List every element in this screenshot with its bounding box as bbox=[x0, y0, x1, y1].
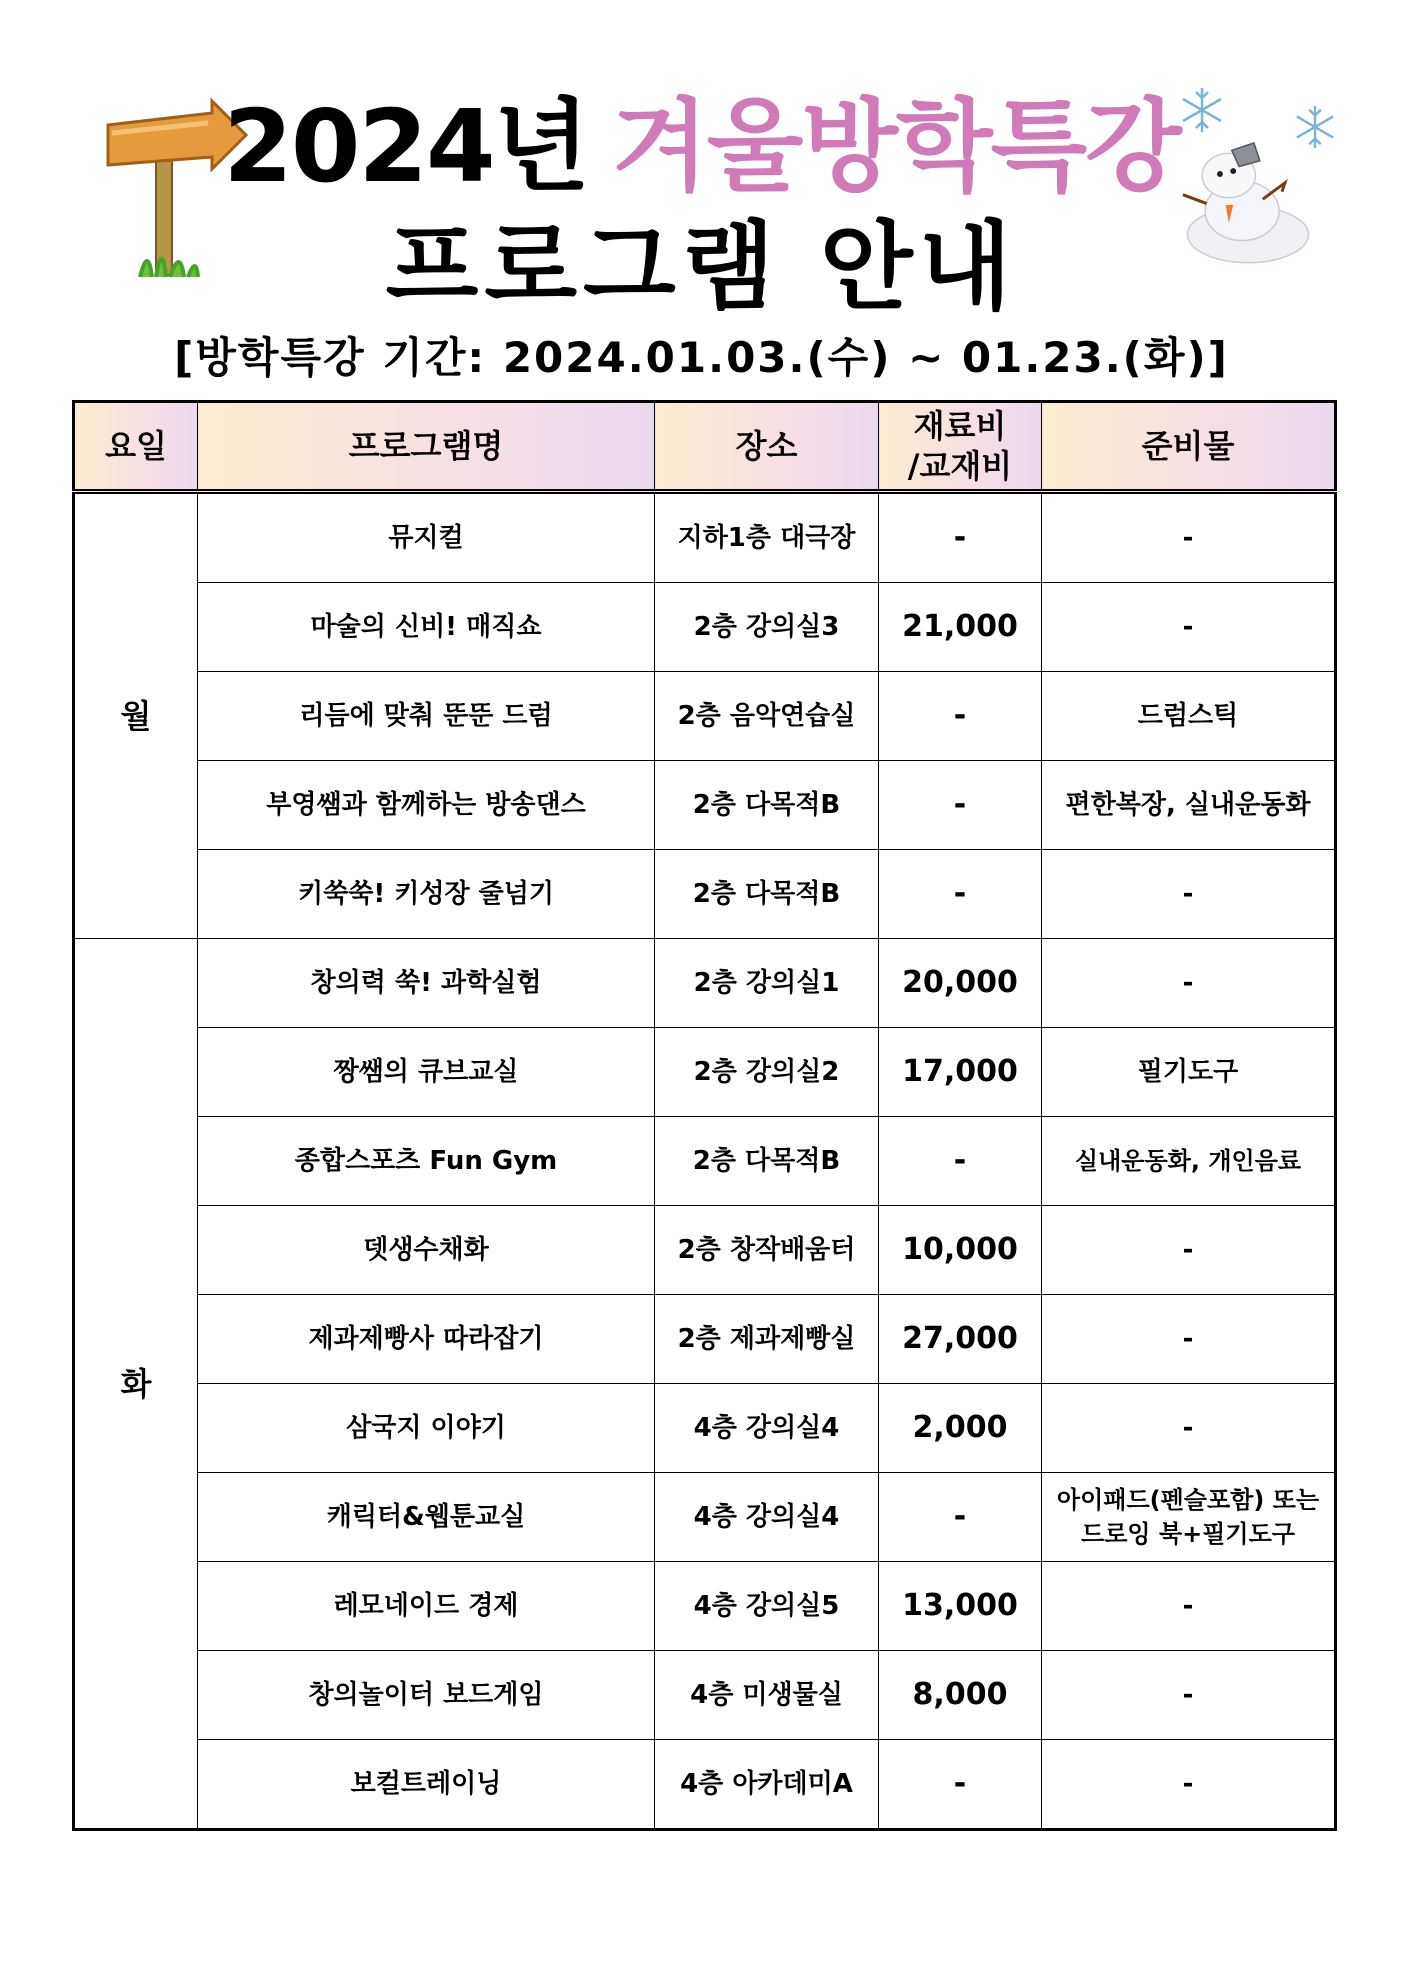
program-cell: 종합스포츠 Fun Gym bbox=[198, 1117, 655, 1206]
supplies-cell: - bbox=[1042, 1384, 1336, 1473]
cost-cell: 20,000 bbox=[879, 939, 1042, 1028]
supplies-cell: - bbox=[1042, 492, 1336, 583]
place-cell: 2층 음악연습실 bbox=[655, 672, 879, 761]
program-cell: 뎃생수채화 bbox=[198, 1206, 655, 1295]
program-cell: 창의놀이터 보드게임 bbox=[198, 1651, 655, 1740]
place-cell: 2층 강의실2 bbox=[655, 1028, 879, 1117]
supplies-cell: 필기도구 bbox=[1042, 1028, 1336, 1117]
program-cell: 마술의 신비! 매직쇼 bbox=[198, 583, 655, 672]
cost-cell: - bbox=[879, 761, 1042, 850]
place-cell: 4층 강의실4 bbox=[655, 1384, 879, 1473]
program-cell: 레모네이드 경제 bbox=[198, 1562, 655, 1651]
cost-cell: 8,000 bbox=[879, 1651, 1042, 1740]
table-row bbox=[74, 1384, 1336, 1473]
table-row bbox=[74, 1562, 1336, 1651]
place-cell: 2층 다목적B bbox=[655, 761, 879, 850]
cost-cell: - bbox=[879, 850, 1042, 939]
cost-cell: 10,000 bbox=[879, 1206, 1042, 1295]
cost-cell: 2,000 bbox=[879, 1384, 1042, 1473]
table-row bbox=[74, 1206, 1336, 1295]
program-cell: 리듬에 맞춰 뚠뚠 드럼 bbox=[198, 672, 655, 761]
page-title bbox=[0, 88, 1403, 205]
place-cell: 2층 다목적B bbox=[655, 850, 879, 939]
table-row bbox=[74, 850, 1336, 939]
supplies-cell: - bbox=[1042, 583, 1336, 672]
title-program: 겨울방학특강 bbox=[612, 88, 1180, 205]
title-year: 2024년 bbox=[223, 88, 589, 205]
place-cell: 4층 아카데미A bbox=[655, 1740, 879, 1830]
place-cell: 2층 강의실1 bbox=[655, 939, 879, 1028]
cost-cell: 21,000 bbox=[879, 583, 1042, 672]
cost-cell: 13,000 bbox=[879, 1562, 1042, 1651]
place-cell: 지하1층 대극장 bbox=[655, 492, 879, 583]
cost-cell: 27,000 bbox=[879, 1295, 1042, 1384]
table-row bbox=[74, 939, 1336, 1028]
supplies-cell: - bbox=[1042, 1740, 1336, 1830]
cost-cell: - bbox=[879, 1740, 1042, 1830]
table-row bbox=[74, 1651, 1336, 1740]
supplies-cell: - bbox=[1042, 1651, 1336, 1740]
table-row bbox=[74, 1028, 1336, 1117]
supplies-cell: 드럼스틱 bbox=[1042, 672, 1336, 761]
program-cell: 보컬트레이닝 bbox=[198, 1740, 655, 1830]
place-cell: 2층 다목적B bbox=[655, 1117, 879, 1206]
table-row bbox=[74, 492, 1336, 583]
table-row bbox=[74, 1117, 1336, 1206]
supplies-cell: - bbox=[1042, 1295, 1336, 1384]
supplies-cell: - bbox=[1042, 850, 1336, 939]
program-cell: 뮤지컬 bbox=[198, 492, 655, 583]
program-cell: 창의력 쑥! 과학실험 bbox=[198, 939, 655, 1028]
column-header-cost bbox=[879, 402, 1042, 492]
column-header-place: 장소 bbox=[655, 402, 879, 492]
place-cell: 2층 제과제빵실 bbox=[655, 1295, 879, 1384]
program-cell: 삼국지 이야기 bbox=[198, 1384, 655, 1473]
column-header-day: 요일 bbox=[74, 402, 198, 492]
cost-cell: - bbox=[879, 1117, 1042, 1206]
page-header bbox=[0, 0, 1403, 400]
course-period: [방학특강 기간: 2024.01.03.(수) ~ 01.23.(화)] bbox=[174, 333, 1229, 382]
supplies-cell: 실내운동화, 개인음료 bbox=[1042, 1117, 1336, 1206]
program-cell: 캐릭터&웹툰교실 bbox=[198, 1473, 655, 1562]
column-header-program: 프로그램명 bbox=[198, 402, 655, 492]
supplies-cell: 아이패드(펜슬포함) 또는 드로잉 북+필기도구 bbox=[1042, 1473, 1336, 1562]
page-subtitle: 프로그램 안내 bbox=[385, 211, 1018, 323]
cost-cell: - bbox=[879, 492, 1042, 583]
cost-cell: - bbox=[879, 672, 1042, 761]
program-schedule-table bbox=[72, 400, 1337, 1831]
place-cell: 2층 강의실3 bbox=[655, 583, 879, 672]
column-header-cost-line2: /교재비 bbox=[907, 447, 1013, 485]
cost-cell: - bbox=[879, 1473, 1042, 1562]
day-cell: 월 bbox=[74, 492, 198, 939]
place-cell: 2층 창작배움터 bbox=[655, 1206, 879, 1295]
table-row bbox=[74, 672, 1336, 761]
table-header-row bbox=[74, 402, 1336, 492]
supplies-cell: - bbox=[1042, 1206, 1336, 1295]
table-row bbox=[74, 583, 1336, 672]
table-row bbox=[74, 761, 1336, 850]
program-cell: 부영쌤과 함께하는 방송댄스 bbox=[198, 761, 655, 850]
supplies-cell: - bbox=[1042, 1562, 1336, 1651]
day-cell: 화 bbox=[74, 939, 198, 1830]
cost-cell: 17,000 bbox=[879, 1028, 1042, 1117]
program-cell: 짱쌤의 큐브교실 bbox=[198, 1028, 655, 1117]
place-cell: 4층 미생물실 bbox=[655, 1651, 879, 1740]
table-row bbox=[74, 1473, 1336, 1562]
place-cell: 4층 강의실4 bbox=[655, 1473, 879, 1562]
place-cell: 4층 강의실5 bbox=[655, 1562, 879, 1651]
table-row bbox=[74, 1740, 1336, 1830]
program-cell: 제과제빵사 따라잡기 bbox=[198, 1295, 655, 1384]
column-header-supplies: 준비물 bbox=[1042, 402, 1336, 492]
supplies-cell: - bbox=[1042, 939, 1336, 1028]
program-cell: 키쑥쑥! 키성장 줄넘기 bbox=[198, 850, 655, 939]
column-header-cost-line1: 재료비 bbox=[913, 407, 1007, 445]
table-row bbox=[74, 1295, 1336, 1384]
supplies-cell: 편한복장, 실내운동화 bbox=[1042, 761, 1336, 850]
